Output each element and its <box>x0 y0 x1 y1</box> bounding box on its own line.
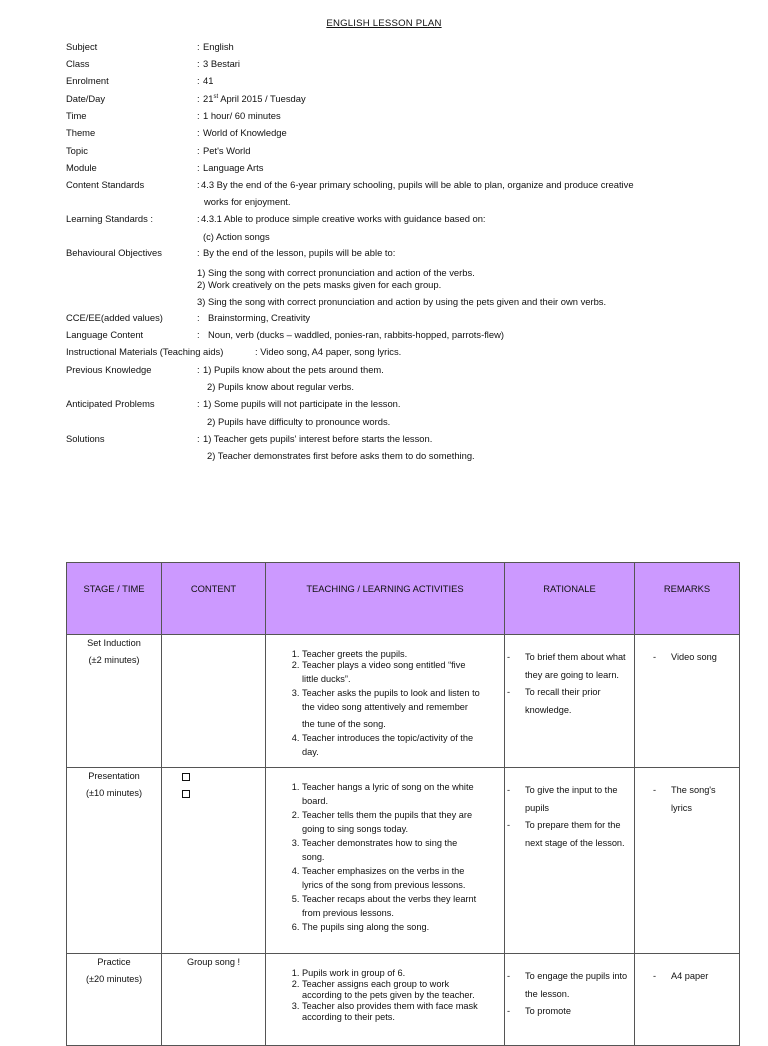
remark-item: - A4 paper <box>671 968 733 986</box>
document-title: ENGLISH LESSON PLAN <box>326 18 442 29</box>
objective-item: 3) Sing the song with correct pronunciation and action by using the pets given and their own verbs. <box>197 296 607 307</box>
remarks-cell <box>635 635 740 768</box>
activities-cell <box>266 635 505 768</box>
remarks-cell <box>635 954 740 1046</box>
field-label: Anticipated Problems <box>66 398 155 409</box>
objective-item: 2) Work creatively on the pets masks given for each group. <box>197 279 442 290</box>
field-value: Pet's World <box>203 145 251 156</box>
field-label: Class <box>66 58 90 69</box>
field-value-continued: 2) Pupils know about regular verbs. <box>207 381 354 392</box>
field-value: 1 hour/ 60 minutes <box>203 110 281 121</box>
field-value-continued: 2) Teacher demonstrates first before asks them to do something. <box>207 450 475 461</box>
activity-item: 3. Teacher also provides them with face mask according to their pets. <box>302 1001 496 1023</box>
stage-time: (±20 minutes) <box>85 974 143 984</box>
lesson-table <box>66 562 740 1046</box>
field-colon: : <box>197 162 200 173</box>
rationale-item: - To brief them about what they are going to learn. <box>525 649 628 684</box>
field-value: 4.3.1 Able to produce simple creative works with guidance based on: <box>201 213 486 224</box>
stage-cell <box>67 768 162 954</box>
stage-time: (±2 minutes) <box>88 655 140 665</box>
rationale-item: - To prepare them for the next stage of the lesson. <box>525 817 628 852</box>
field-value: 1) Teacher gets pupils' interest before starts the lesson. <box>203 433 433 444</box>
field-value: Brainstorming, Creativity <box>208 312 311 323</box>
remark-item: - The song's lyrics <box>671 782 733 817</box>
content-cell: Group song ! <box>162 954 266 1046</box>
field-label: Theme <box>66 127 96 138</box>
activity-item: 4. Teacher emphasizes on the verbs in the lyrics of the song from previous lessons. <box>302 866 496 894</box>
header-rationale: RATIONALE <box>505 563 635 635</box>
activity-item: 3. Teacher demonstrates how to sing the song. <box>302 838 496 866</box>
field-value: 21st April 2015 / Tuesday <box>203 93 306 104</box>
activity-item: 1. Teacher greets the pupils. <box>302 649 496 660</box>
rationale-item: - To engage the pupils into the lesson. <box>525 968 628 1003</box>
activity-item: 5. Teacher recaps about the verbs they learnt from previous lessons. <box>302 894 496 922</box>
field-value: Noun, verb (ducks – waddled, ponies-ran, rabbits-hopped, parrots-flew) <box>208 329 504 340</box>
field-colon: : <box>197 93 200 104</box>
stage-cell <box>67 954 162 1046</box>
activity-item: 1. Pupils work in group of 6. <box>302 968 496 979</box>
field-label: Date/Day <box>66 93 106 104</box>
field-label: Time <box>66 110 87 121</box>
activity-item: 1. Teacher hangs a lyric of song on the white board. <box>302 782 496 810</box>
field-colon: : <box>197 364 200 375</box>
objective-item: 1) Sing the song with correct pronunciation and action of the verbs. <box>197 267 475 278</box>
field-value: World of Knowledge <box>203 127 287 138</box>
field-label: Topic <box>66 145 88 156</box>
content-cell <box>162 768 266 954</box>
rationale-cell <box>505 635 635 768</box>
field-colon: : <box>197 213 200 224</box>
field-colon: : <box>197 433 200 444</box>
field-label: Content Standards <box>66 179 145 190</box>
activities-cell <box>266 768 505 954</box>
field-value: English <box>203 41 234 52</box>
field-label: Previous Knowledge <box>66 364 152 375</box>
field-value: 4.3 By the end of the 6-year primary schooling, pupils will be able to plan, organize and produce creative <box>201 179 634 190</box>
activity-item: 2. Teacher plays a video song entitled “five little ducks”. <box>302 660 496 688</box>
rationale-cell <box>505 768 635 954</box>
activity-item: 2. Teacher assigns each group to work according to the pets given by the teacher. <box>302 979 496 1001</box>
field-label: Behavioural Objectives <box>66 247 162 258</box>
field-value: 1) Some pupils will not participate in the lesson. <box>203 398 401 409</box>
field-label: Subject <box>66 41 98 52</box>
field-colon: : <box>197 145 200 156</box>
stage-name: Practice <box>97 957 131 967</box>
field-label: Instructional Materials (Teaching aids) <box>66 346 224 357</box>
field-value: By the end of the lesson, pupils will be able to: <box>203 247 396 258</box>
stage-name: Set Induction <box>87 638 141 648</box>
header-remarks: REMARKS <box>635 563 740 635</box>
field-colon: : <box>197 179 200 190</box>
field-value: Language Arts <box>203 162 264 173</box>
header-stage: STAGE / TIME <box>67 563 162 635</box>
field-colon: : <box>197 75 200 86</box>
checkbox-icon <box>182 773 190 781</box>
stage-cell <box>67 635 162 768</box>
field-value: 3 Bestari <box>203 58 240 69</box>
header-activities: TEACHING / LEARNING ACTIVITIES <box>266 563 505 635</box>
field-value: 41 <box>203 75 214 86</box>
field-label: Solutions <box>66 433 105 444</box>
field-label: Enrolment <box>66 75 109 86</box>
remarks-cell <box>635 768 740 954</box>
field-colon: : <box>197 58 200 69</box>
stage-time: (±10 minutes) <box>85 788 143 798</box>
header-content: CONTENT <box>162 563 266 635</box>
field-colon: : <box>197 247 200 258</box>
remark-item: - Video song <box>671 649 733 667</box>
field-colon: : <box>197 329 200 340</box>
field-colon: : <box>197 127 200 138</box>
field-label: CCE/EE(added values) <box>66 312 163 323</box>
activities-cell <box>266 954 505 1046</box>
stage-name: Presentation <box>88 771 140 781</box>
field-colon: : <box>197 398 200 409</box>
activity-item: 3. Teacher asks the pupils to look and listen to the video song attentively and remember the tune of the song. <box>302 688 496 733</box>
field-value: : Video song, A4 paper, song lyrics. <box>255 346 402 357</box>
field-value-continued: (c) Action songs <box>203 231 270 242</box>
field-colon: : <box>197 312 200 323</box>
table-header-row <box>67 563 740 635</box>
field-colon: : <box>197 41 200 52</box>
field-value-continued: 2) Pupils have difficulty to pronounce words. <box>207 416 391 427</box>
field-label: Module <box>66 162 97 173</box>
activity-item: 4. Teacher introduces the topic/activity of the day. <box>302 733 496 761</box>
field-value: 1) Pupils know about the pets around them. <box>203 364 384 375</box>
field-label: Language Content <box>66 329 144 340</box>
table-row <box>67 954 740 1046</box>
table-row <box>67 635 740 768</box>
table-row <box>67 768 740 954</box>
checkbox-icon <box>182 790 190 798</box>
field-colon: : <box>197 110 200 121</box>
rationale-item: - To give the input to the pupils <box>525 782 628 817</box>
field-label: Learning Standards : <box>66 213 154 224</box>
rationale-item: - To promote <box>525 1003 628 1021</box>
activity-item: 6. The pupils sing along the song. <box>302 922 496 933</box>
field-value-continued: works for enjoyment. <box>204 196 291 207</box>
rationale-cell <box>505 954 635 1046</box>
content-cell <box>162 635 266 768</box>
rationale-item: - To recall their prior knowledge. <box>525 684 628 719</box>
activity-item: 2. Teacher tells them the pupils that they are going to sing songs today. <box>302 810 496 838</box>
